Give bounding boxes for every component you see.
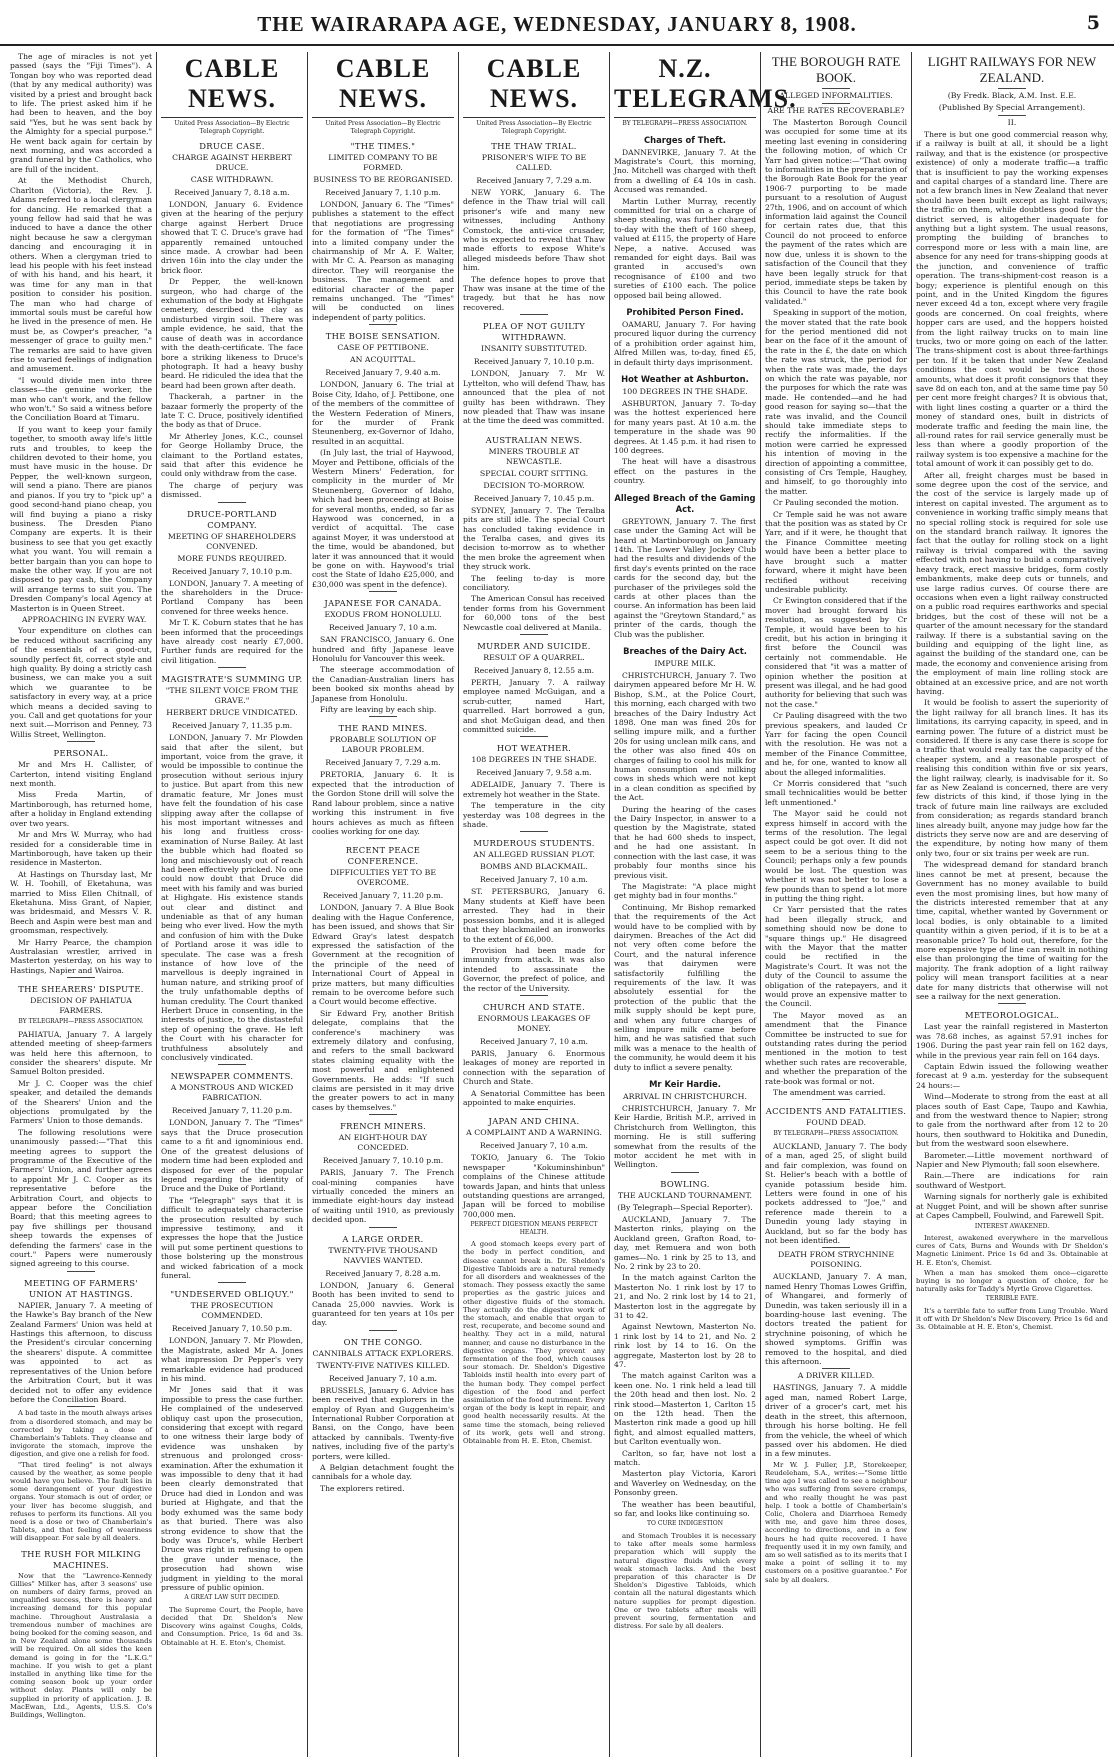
section-heading-congo: ON THE CONGO.	[343, 1336, 423, 1347]
paragraph: LONDON, January 6. The "Times" publishes a statement to the effect that negotiations are progressing for the formation of "The Times" into a limited company under the chairmanship of Mr A. F. Walter, with Mr C. A. Pearson as managing director. They will reorganise the business. The management and editorial character of the paper remains unchanged. The "Times" will be conducted on lines independent of party politics.	[312, 200, 454, 322]
paragraph: Fifty are leaving by each ship.	[320, 705, 437, 715]
credit-line: United Press Association—By Electric Telegraph Copyright.	[476, 120, 592, 135]
credit-line: BY TELEGRAPH—PRESS ASSOCIATION.	[622, 120, 748, 127]
section-heading-hot: HOT WEATHER.	[496, 743, 572, 754]
byline: (By Fredk. Black, A.M. Inst. E.E.	[947, 91, 1077, 100]
subheading: IMPURE MILK.	[654, 658, 716, 668]
subheading: DECISION OF PAHIATUA FARMERS.	[30, 996, 132, 1016]
subheading: MINERS TROUBLE AT NEWCASTLE.	[488, 446, 580, 466]
section-number: II.	[1007, 118, 1017, 127]
subheading: CHARGE AGAINST HERBERT DRUCE.	[172, 153, 292, 172]
paragraph: At Hastings on Thursday last, Mr W. H. Toohill, of Eketahuna, was married to Miss Ellen Chitnall, of Eketahuna. Miss Grant, of Napier, was bridesmaid, and Messrs V. R. Beech and Aspin were best man and groomsman, respectively.	[10, 869, 152, 936]
paragraph: Interest, awakened everywhere in the marvellous cures of Cats, Burns and Wounds with Dr Sheldon's Magnetic Liniment. Price 1s 6d and 3s. Obtainable at H. E. Eton's, Chemist.	[916, 1234, 1108, 1267]
paragraph: The American Consul has received tender forms from his Government for 60,000 tons of the best Newcastle coal delivered at Manila.	[463, 594, 605, 632]
received-line: Received January 8, 12.55 a.m.	[473, 666, 595, 675]
paragraph: CHRISTCHURCH, January 7. Two dairymen appeared before Mr H. W. Bishop, S.M., at the Police Court, this morning, each charged with two breaches of the Dairy Industry Act 1898. One man was fined 20s for selling impure milk, and a further 20s for using unclean milk cans, and the other was also fined 40s on charges of failing to cool his milk for human consumption and milking cows in sheds which were not kept in a clean condition as specified by the Act.	[614, 670, 756, 803]
divider	[369, 1330, 397, 1331]
paragraph: SAN FRANCISCO, January 6. One hundred and fifty Japanese leave Honolulu for Vancouver this week.	[312, 635, 454, 664]
section-heading-boise: THE BOISE SENSATION.	[325, 331, 441, 342]
section-heading-rand: THE RAND MINES.	[338, 723, 428, 734]
column-2	[161, 52, 303, 1757]
column-5	[614, 52, 797, 1757]
paragraph: The following resolutions were unanimously passed:—"That this meeting agrees to support the programme of the Executive of the Farmers' Union, and further agrees to appoint Mr J. C. Cooper as its representative before the Arbitration Court, and objects to appear before the Conciliation Board; that this meeting agrees to pay five shillings per thousand sheep towards the expenses of defending the farmers' case in the court." Papers were numerously signed agreeing to this course.	[10, 1127, 152, 1269]
section-heading-newspaper: NEWSPAPER COMMENTS.	[170, 1071, 294, 1082]
paragraph: PERTH, January 7. A railway employee named McGuigan, and a scrub-cutter, named Hart, quarrelled. Hart borrowed a gun, and shot McGuigan dead, and then committed suicide.	[463, 678, 605, 735]
paragraph: Warning signals for northerly gale is exhibited at Nugget Point, and will be shown after sunrise at Capes Campbell, Foulwind, and Farewell Spit.	[916, 1192, 1108, 1221]
received-line: Received January 7, 10 a.m.	[329, 1373, 437, 1383]
divider	[822, 103, 850, 104]
credit-line: United Press Association—By Electric Telegraph Copyright.	[174, 120, 290, 135]
column-rule	[458, 52, 459, 1757]
section-heading-shearers: THE SHEARERS' DISPUTE.	[18, 984, 144, 995]
paragraph: ST. PETERSBURG, January 6. Many students at Kieff have been arrested. They had in their possession bombs, and it is alleged that they blackmailed an ironworks to the extent of £6,000.	[463, 887, 605, 944]
column-rule	[609, 52, 610, 1757]
paragraph: After all, freight charges must be based in some degree upon the cost of the service, and the cost of the service is largely made up of interest on capital invested. The argument as to convenience in working traffic simply means that no special rolling stock is required for sole use on the standard branch railway. It ignores the fact that the outlay for rolling stock on a light railway is trivial compared with the saving effected with not having to build a comparatively heavy track, erect massive bridges, form costly embankments, make deep cuts or tunnels, and use large radius curves. Of course there are occasions when even a light railway constructed on a public road requires earthworks and special bridges, but the cost of these will not be a quarter of the amount necessary for the standard railway. If there is a substantial saving on the building and equipping of the light line, as against the building of the standard one, can be made, the economy and convenience arising from the employment of main line rolling stock are obtained at an excessive price, and are not worth having.	[916, 470, 1108, 696]
paragraph: PARIS, January 7. The French coal-mining companies have virtually conceded the miners an immediate eight-hours day instead of waiting until 1910, as previously decided upon.	[312, 1168, 454, 1225]
received-line: Received January 7, 8.28 a.m.	[325, 1268, 441, 1278]
divider	[822, 1099, 850, 1100]
paragraph: Miss Freda Martin, of Martinborough, has returned home, after a holiday in England extending over two years.	[10, 790, 152, 828]
paragraph: The explorers retired.	[320, 1483, 405, 1493]
received-line: Received January 7, 10.10 p.m.	[171, 566, 293, 576]
section-heading-dairy: Breaches of the Dairy Act.	[623, 645, 747, 656]
paragraph: A good stomach keeps every part of the body in perfect condition, and disease cannot break in. Dr. Sheldon's Digestive Tabloids are a natural remedy for all disorders and weaknesses of the stomach. They possess exactly the same properties as the gastric juices and other digestive fluids of the stomach. They actually do the digestive work of the stomach, and enable that organ to rest, recuperate, and become sound and healthy. They act in a mild, natural manner, and cause no disturbance in the digestive organs. They prevent any fermentation of the food, which causes sour stomach. Dr. Sheldon's Digestive Tabloids instil health into every part of the human body. They compel perfect digestion of the food and perfect assimilation of the food nutriment. Every organ of the body is kept in repair, and good health necessarily results. At the same time the stomach, being relieved of its work, gets well and strong. Obtainable from H. E. Eton, Chemist.	[463, 1240, 605, 1446]
paragraph: AUCKLAND, January 7. The Masterton rinks, playing on the Auckland green, Grafton Road, to-day, met Remuera and won both games—No. 1 rink by 25 to 13, and No. 2 rink by 23 to 20.	[614, 1214, 756, 1271]
paragraph: Cr Pauling disagreed with the two previous speakers, and lauded Cr Yarr for facing the open Council with the resolution. He was not a member of the Finance Committee, and he, for one, wanted to know all about the alleged informalities.	[765, 711, 907, 777]
paragraph: LONDON, January 7. A Blue Book dealing with the Hague Conference, has been issued, and shows that Sir Edward Gray's latest despatch expressed the satisfaction of the Government at the recognition of the principle of the need of International Court of Appeal in prize matters, but many difficulties remain to be overcome before such a Court would become effective.	[312, 903, 454, 1007]
column-rule	[911, 52, 912, 1757]
received-line: Received January 7, 10.50 p.m.	[171, 1324, 293, 1334]
section-heading-hardie: Mr Keir Hardie.	[649, 1079, 721, 1090]
divider	[218, 1282, 246, 1283]
subheading: CANNIBALS ATTACK EXPLORERS.	[312, 1348, 454, 1358]
paragraph: Mr W. J. Fuller, J.P., Storekeeper, Reudeleham, S.A., writes:—"Some little time ago I was called to see a neighbour who was suffering from severe cramps, and who really thought he was past help. I took a bottle of Chamberlain's Colic, Cholera and Diarrhoea Remedy with me, and gave him three doses, according to directions, and in a few hours he had quite recovered. I have frequently used it in my own family, and am so well satisfied as to its merits that I make a point of selling it to my customers on a positive guarantee." For sale by all dealers.	[765, 1460, 907, 1584]
subheading: EXODUS FROM HONOLULU.	[324, 610, 442, 620]
paragraph: During the hearing of the cases the Dairy Inspector, in answer to a question by the Magistrate, stated that he had 600 sheds to inspect, and he had one assistant. In connection with the last case, it was probably four months since his previous visit.	[614, 804, 756, 880]
column-1	[10, 52, 152, 1757]
paragraph: Cr Temple said he was not aware that the position was as stated by Cr Yarr, and if it were, he thought that the Finance Committee meeting would have been a better place to have brought such a matter forward, where it might have been rectified without receiving undesirable publicity.	[765, 509, 907, 594]
section-heading-personal: PERSONAL.	[53, 748, 109, 759]
paragraph: PARIS, January 6. Enormous leakages of money are reported in connection with the separation of Church and State.	[463, 1048, 605, 1087]
received-line: Received January 7, 11.20 p.m.	[171, 1106, 293, 1116]
subheading: DIFFICULTIES YET TO BE OVERCOME.	[329, 868, 437, 888]
section-heading-meteorological: METEOROLOGICAL.	[964, 1010, 1060, 1021]
paragraph: If you want to keep your family together, to smooth away life's little ruts and troubles, to keep the children devoted to their home, you must have music in the house. Dr Pepper, the well-known surgeon, will send a piano. There are pianos and pianos. If you try to "pick up" a good second-hand piano cheap, you will find buying a piano a risky business. The Dresden Piano Company are experts. It is their business to see that you get exactly what you want. You will remain a better bargain than you can hope to make the other way. If you are not disposed to pay cash, the Company will arrange terms to suit you. The Dresden Company's local Agency at Masterton is in Queen Street.	[10, 424, 152, 613]
paragraph: Provision had been made for immunity from attack. It was also intended to assassinate the Governor, the prefect of police, and the rector of the University.	[463, 945, 605, 993]
section-header-cable-news: CABLE NEWS.	[312, 54, 454, 118]
column-4	[463, 52, 605, 1757]
columns	[10, 52, 1108, 1757]
paragraph: Mr T. K. Coburn states that he has been informed that the proceedings have already cost nearly £7,000. Further funds are required for the civil litigation.	[161, 618, 303, 665]
paragraph: LONDON, January 7. Mr Plowden, the Magistrate, asked Mr A. Jones what impression Dr Pepper's very remarkable evidence had produced in his mind.	[161, 1336, 303, 1383]
divider	[67, 977, 95, 978]
subheading: A MONSTROUS AND WICKED FABRICATION.	[170, 1083, 294, 1103]
subheading: A DRIVER KILLED.	[797, 1371, 875, 1381]
section-heading-theft: Charges of Theft.	[644, 134, 726, 145]
section-heading-murder: MURDER AND SUICIDE.	[477, 641, 591, 651]
paragraph: LONDON, January 7. A meeting of the shareholders in the Druce-Portland Company has been convened for three weeks hence.	[161, 578, 303, 616]
paragraph: ASHBURTON, January 7. To-day was the hottest experienced here for many years past. At 10 a.m. the temperature in the shade was 90 degrees. At 1.45 p.m. it had risen to 100 degrees.	[614, 399, 756, 456]
paragraph: CHRISTCHURCH, January 7. Mr Keir Hardie, British M.P., arrived in Christchurch from Wellington, this morning. He is still suffering somewhat from the results of the motor accident he met with in Wellington.	[614, 1104, 756, 1170]
section-heading-students: MURDEROUS STUDENTS.	[473, 838, 595, 849]
divider	[520, 314, 548, 315]
column-3	[312, 52, 454, 1757]
received-line: Received January 7, 10.45 p.m.	[473, 493, 595, 503]
received-line: Received January 7, 11.35 p.m.	[171, 721, 293, 731]
paragraph: LONDON, January 7. Mr Plowden said that after the silent, but important, voice from the grave, it would be impossible to continue the prosecution without serious injury to justice. But apart from this new dramatic feature, Mr Jones must have felt the foundation of his case slipping away after the collapse of his most important witnesses and his long and fruitless cross-examination of Nurse Bailey. At last the bubble which had floated so long and mischievously out of reach had been effectively pricked. No one could now doubt that Druce did meet with his family and was buried at Highgate. His existence stands out clear and distinct and undeniable as that of any human being who ever lived. How the myth and confusion of him with the Duke of Portland arose it was idle to speculate. The case was a fresh instance of how love of the marvellous is deeply ingrained in human nature, and striking proof of the truly unfathomable depths of human credulity. The Court thanked Herbert Druce in consenting, in the interests of justice, to the distasteful step of opening the grave. He left the Court with his character for truthfulness absolutely and conclusively vindicated.	[161, 733, 303, 1063]
paragraph: The defence hopes to prove that Thaw was insane at the time of the tragedy, but that he has now recovered.	[463, 274, 605, 312]
paragraph: Martin Luther Murray, recently committed for trial on a charge of sheep stealing, was further charged to-day with the theft of 160 sheep, valued at £115, the property of Hare Nepe, a native. Accused was remanded for eight days. Bail was granted in accused's own recognisance of £100 and two sureties of £100 each. The police opposed bail being allowed.	[614, 196, 756, 300]
divider	[520, 1109, 548, 1110]
subheading: AN EIGHT-HOUR DAY CONCEDED.	[338, 1133, 428, 1153]
section-heading-australian: AUSTRALIAN NEWS.	[485, 434, 583, 445]
paragraph: The Mayor said he could not express himself in accord with the terms of the resolution. The legal aspect could be got over. It did not seem to be a serious thing to the Council; perhaps only a few pounds would be lost. The question was whether it was not better to lose a few pounds than to spend a lot more in putting the thing right.	[765, 809, 907, 903]
received-line: Received January 7, 10 a.m.	[329, 623, 437, 633]
section-heading-magistrate: MAGISTRATE'S SUMMING UP.	[161, 674, 303, 685]
paragraph: Rain.—There are indications for rain southward of Westport.	[916, 1171, 1108, 1190]
advert-heading: A GREAT LAW SUIT DECIDED.	[184, 1594, 280, 1602]
paragraph: The age of miracles is not yet passed (says the "Fiji Times"). A Tongan boy who was reported dead (that by any medical authority) was visited by a priest and brought back to life. The priest asked him if he had been to heaven, and the boy said "Yes, but he was sent back by the Almighty for a special purpose." He went back again for certain by next morning, and was accorded a grand funeral by the Catholics, who are full of the incident.	[10, 52, 152, 174]
section-heading-church: CHURCH AND STATE.	[482, 1001, 586, 1012]
subheading: RESULT OF A QUARREL.	[483, 653, 585, 662]
paragraph: Cr Pauling seconded the motion.	[773, 498, 899, 508]
subheading: "THE SILENT VOICE FROM THE GRAVE."	[165, 686, 299, 706]
paragraph: A Belgian detachment fought the cannibals for a whole day.	[312, 1462, 454, 1482]
divider	[520, 995, 548, 996]
credit-line: BY TELEGRAPH—PRESS ASSOCIATION.	[18, 1018, 144, 1026]
section-heading-portland: DRUCE-PORTLAND COMPANY.	[187, 508, 277, 530]
paragraph: and Stomach Troubles it is necessary to take after meals some harmless preparation which will supply the natural digestive fluids which every weak stomach lacks. And the best preparation of this character is Dr Sheldon's Digestive Tabloids, which contain all the natural digestants which nature supplies for prompt digestion. One or two tablets after meals will prevent souring, fermentation and distress. For sale by all dealers.	[614, 1531, 756, 1631]
divider	[520, 428, 548, 429]
column-6	[765, 52, 907, 1757]
paragraph: Mr Atherley Jones, K.C., counsel for George Hollamby Druce, the claimant to the Portland estates, said that after this evidence he could only withdraw from the case.	[161, 431, 303, 479]
masthead	[0, 0, 1114, 46]
subheading: CASE OF PETTIBONE.	[337, 343, 429, 353]
paragraph: Now that the "Lawrence-Kennedy Gillies" Milker has, after 3 seasons' use on numbers of dairy farms, proved an unqualified success, there is heavy and increasing demand for this popular machine. Throughout Australasia a tremendous number of machines are being booked for the coming season, and in New Zealand alone some thousands will be required. On all sides the keen demand is going in for the "L.K.G." machine. If you wish to get a plant installed in anything like time for the coming season book up your order without delay. Plants will only be supplied in priority of application. J. B. MacEwan, Ltd., Agents, U.S.S. Co's Buildings, Wellington.	[10, 1571, 152, 1720]
paragraph: Cr Yarr persisted that the rates had been illegally struck, and something should now be done to "square things up." He disagreed with the Mayor that the matter could be rectified in the Magistrate's Court. It was not the duty of the Council to assume the obligation of the ratepayers, and it would prove an expensive matter to the Council.	[765, 905, 907, 1009]
paragraph: The Supreme Court, the People, have decided that Dr. Sheldon's New Discovery wins against Coughs, Colds, and Consumption. Price, 1s 6d and 3s. Obtainable at H. E. Eton's, Chemist.	[161, 1605, 303, 1647]
section-heading-french: FRENCH MINERS.	[340, 1121, 426, 1132]
subheading: ALLEGED INFORMALITIES.	[779, 91, 893, 100]
paragraph: (In July last, the trial of Haywood, Moyer and Pettibone, officials of the Western Miners' Federation, for complicity in the murder of Mr Steunenberg, Governor of Idaho, which had been proceeding at Boise for several months, ended, so far as Haywood was concerned, in a verdict of acquittal. The case against Moyer, it was understood at the time, would be abandoned, but later it was announced that it would be gone on with. Haywood's trial cost the State of Idaho £25,000, and £30,000 was spent in the defence).	[312, 448, 454, 589]
paragraph: Cr Morris considered that "such small technicalities would be better left unmentioned."	[765, 779, 907, 807]
divider	[822, 88, 850, 89]
paragraph: The amendment was carried.	[773, 1088, 886, 1098]
paragraph: LONDON, January 6. General Booth has been invited to send to Canada 25,000 navvies. Work is guaranteed for ten years at 10s per day.	[312, 1280, 454, 1328]
subheading: 100 DEGREES IN THE SHADE.	[622, 387, 748, 397]
section-header-nz-telegrams: N.Z. TELEGRAMS.	[614, 54, 756, 118]
section-heading-japanese: JAPANESE FOR CANADA.	[324, 598, 442, 609]
subheading: MORE FUNDS REQUIRED.	[177, 553, 287, 563]
paragraph: When a man has smoked them once—cigarette buying is no longer a question of choice, for he naturally asks for Taddy's Myrtle Grove Cigarettes.	[916, 1268, 1108, 1294]
paragraph: ADELAIDE, January 7. There is extremely hot weather in the State.	[463, 780, 605, 799]
paragraph: NAPIER, January 7. A meeting of the Hawke's Bay branch of the New Zealand Farmers' Union was held at Hastings this afternoon, to discuss the President's circular concerning the shearers' dispute. A committee was appointed to act as representatives of the Union before the Arbitration Court, but it was decided not to offer any evidence before the Conciliation Board.	[10, 1300, 152, 1404]
received-line: Received January 7, 7.29 a.m.	[476, 176, 592, 185]
paragraph: The heat will have a disastrous effect on the pastures in the country.	[614, 457, 756, 486]
section-heading-fined: Prohibited Person Fined.	[626, 307, 744, 317]
divider	[218, 667, 246, 668]
subheading: HERBERT DRUCE VINDICATED.	[166, 708, 298, 718]
section-heading-plea: PLEA OF NOT GUILTY WITHDRAWN.	[482, 321, 586, 343]
paragraph: The match against Carlton was a keen one. No. 1 rink held a lead till the 20th head and then lost. No. 2 rink stood—Masterton 1, Carlton 15 on the 12th head. Then the Masterton rink made a good up hill fight, and almost equalled matters, but Carlton eventually won.	[614, 1371, 756, 1447]
divider	[67, 1406, 95, 1407]
received-line: Received January 7, 9.58 a.m.	[476, 768, 592, 778]
divider	[369, 838, 397, 839]
subheading: SPECIAL COURT SITTING.	[479, 468, 589, 478]
paragraph: Mr and Mrs W. Murray, who had resided for a considerable time in Martinborough, have taken up their residence in Masterton.	[10, 830, 152, 868]
paragraph: The steerage accommodation of the Canadian-Australian liners has been booked six months ahead by Japanese from Honolulu.	[312, 665, 454, 703]
paragraph: Mr and Mrs H. Callister, of Carterton, intend visiting England next month.	[10, 760, 152, 789]
paragraph: In the match against Carlton the Masterton No. 1 rink lost by 17 to 21, and No. 2 rink lost by 14 to 21, Masterton lost in the aggregate by 31 to 42.	[614, 1273, 756, 1320]
paragraph: The feeling to-day is more conciliatory.	[463, 573, 605, 592]
divider	[218, 502, 246, 503]
divider	[520, 831, 548, 832]
subheading: BUSINESS TO BE REORGANISED.	[313, 175, 453, 184]
advert-heading: INTEREST AWAKENED.	[974, 1222, 1050, 1230]
subheading: THE AUCKLAND TOURNAMENT.	[617, 1190, 753, 1200]
advert-heading: PERFECT DIGESTION MEANS PERFECT HEALTH.	[470, 1221, 598, 1236]
paragraph: PAHIATUA, January 7. A largely attended meeting of sheep-farmers was held here this afternoon, to consider the shearers' dispute. Mr Samuel Bolton presided.	[10, 1029, 152, 1077]
paragraph: AUCKLAND, January 7. A man, named Henry Thomas Lowes Griffin, of Whangarei, and formerly of Dunedin, was taken seriously ill in a boarding-house last evening. The doctors treated the patient for strychnine poisoning, of which he showed symptoms. Griffin was removed to the hospital, and died this afternoon.	[765, 1272, 907, 1367]
paragraph: Wind—Moderate to strong from the east at all places south of East Cape, Taupo and Kawhia, and from the westward thence to Napier; strong to gale from the northward after from 12 to 20 hours, then southward to Hokitika and Dunedin, but from the westward soon elsewhere.	[916, 1092, 1108, 1149]
paragraph: At the Methodist Church, Charlton (Victoria), the Rev. J. Adams referred to a local clergyman for dancing. He remarked that a young fellow had said that he was induced to have a dance the other night because he saw a clergyman dancing and encouraging it in others. When a clergyman tried to lead his people with his feet instead of with his hand, and his heart, it was time for any man in that position to consider his position. The man who had charge of immortal souls must be careful how he lived in the presence of men. He must be, as Cowper's preacher, "a messenger of grace to guilty men." The remarks are said to have given rise to varied feelings of indignation and amusement.	[10, 176, 152, 374]
received-line: Received January 7, 10.10 p.m.	[473, 357, 595, 367]
paragraph: PRETORIA, January 6. It is expected that the introduction of the Gordon Stone drill will solve the Rand labour problem, since a native working this instrument in five hours achieves as much as fifteen coolies working for one day.	[312, 770, 454, 836]
paragraph: OAMARU, January 7. For having procured liquor during the currency of a prohibition order against him, Alfred Millen was, to-day, fined £5, in default thirty days imprisonment.	[614, 320, 756, 367]
paragraph: Captain Edwin issued the following weather forecast at 9 a.m. yesterday for the subsequent 24 hours:—	[916, 1062, 1108, 1090]
paragraph: Mr Harry Pearce, the champion Australasian wrestler, arrived in Masterton yesterday, on his way to Hastings, Napier and Wairoa.	[10, 937, 152, 975]
section-heading-gaming: Alleged Breach of the Gaming Act.	[614, 492, 756, 514]
received-line: Received January 7, 1.10 p.m.	[325, 188, 441, 197]
paragraph: Barometer.—Little movement northward of Napier and New Plymouth; fall soon elsewhere.	[916, 1150, 1108, 1170]
subheading: TWENTY-FIVE NATIVES KILLED.	[316, 1360, 450, 1370]
divider	[822, 1368, 850, 1369]
section-heading-druce: DRUCE CASE.	[199, 141, 265, 151]
paragraph: Last year the rainfall registered in Masterton was 78.68 inches, as against 57.91 inches for 1906. During the past year rain fell on 162 days, while in the previous year rain fell on 164 days.	[916, 1022, 1108, 1060]
paragraph: The Masterton Borough Council was occupied for some time at its meeting last evening in considering the following motion, of which Cr Yarr had given notice:—"That owing to informalities in the preparation of the Borough Rate Book for the year 1906-7 purporting to be made pursuant to a resolution of August 27th, 1906, and on account of which information laid against the Council for certain rates due, that this Council do not proceed to enforce the payment of the rates which are now due, unless it is shown to the satisfaction of the Council that they have been legally struck for that period, immediate steps be taken by this Council to have the rate book validated."	[765, 118, 907, 306]
paragraph: The temperature in the city yesterday was 108 degrees in the shade.	[463, 801, 605, 830]
section-heading-undeserved: "UNDESERVED OBLIQUY."	[170, 1289, 294, 1300]
divider	[671, 1172, 699, 1173]
column-7	[916, 52, 1108, 1757]
subheading: ARRIVAL IN CHRISTCHURCH.	[623, 1092, 747, 1102]
advert-heading: TO CURE INDIGESTION	[647, 1520, 723, 1528]
section-heading-peace: RECENT PEACE CONFERENCE.	[345, 845, 421, 867]
divider	[520, 736, 548, 737]
divider	[998, 88, 1026, 89]
paragraph: The charge of perjury was dismissed.	[161, 480, 303, 500]
paragraph: Against Newtown, Masterton No. 1 rink lost by 14 to 21, and No. 2 rink lost by 14 to 16. On the aggregate, Masterton lost by 28 to 47.	[614, 1322, 756, 1369]
paragraph: "That tired feeling" is not always caused by the weather, as some people would have you believe. The fault lies in some derangement of your digestive organs. Your stomach is out of order, or your liver has become sluggish, and refuses to perform its functions. All you need is a dose or two of Chamberlain's Tablets, and that feeling of weariness will disappear. For sale by all dealers.	[10, 1460, 152, 1543]
paragraph: The "Telegraph" says that it is difficult to adequately characterise the prosecution resulted by such impressive testimony, and it expresses the hope that the Justice will put some pertinent questions to those bolstering up the monstrous and wicked fabrication of a mock funeral.	[161, 1195, 303, 1280]
divider	[67, 741, 95, 742]
section-header-borough-rate-book: THE BOROUGH RATE BOOK.	[771, 54, 901, 85]
subheading: THE PROSECUTION COMMENDED.	[190, 1301, 274, 1321]
subheading: (By Telegraph—Special Reporter).	[617, 1202, 753, 1212]
section-heading-farmers: MEETING OF FARMERS' UNION AT HASTINGS.	[24, 1277, 138, 1299]
subheading: INSANITY SUBSTITUTED.	[481, 344, 587, 354]
byline: (Published By Special Arrangement).	[938, 103, 1086, 112]
paragraph: SYDNEY, January 7. The Teralba pits are still idle. The special Court has concluded taking evidence in the Teralba cases, and gives its decision to-morrow as to whether the men broke the agreement when they struck work.	[463, 505, 605, 572]
subheading: 108 DEGREES IN THE SHADE.	[471, 755, 597, 765]
paragraph: LONDON, January 7. Mr W. Lyttelton, who will defend Thaw, has announced that the plea of not guilty has been withdrawn. They now pleaded that Thaw was insane at the time the deed was committed.	[463, 369, 605, 426]
divider	[369, 1227, 397, 1228]
paragraph: The Magistrate: "A place might get mighty bad in four months."	[614, 881, 756, 901]
divider	[822, 1247, 850, 1248]
section-header-cable-news: CABLE NEWS.	[161, 54, 303, 118]
paragraph: HASTINGS, January 7. A middle aged man, named Robert Large, driver of a grocer's cart, met his death in the street, this afternoon, through his horse bolting. He fell from the vehicle, the wheel of which passed over his abdomen. He died in a few minutes.	[765, 1383, 907, 1459]
paragraph: There is but one good commercial reason why, if a railway is built at all, it should be a light railway, and that is the existence (or prospective existence) of only a moderate traffic—a traffic that is insufficient to pay the working expenses and capital charges of a standard line. There are not a few branch lines in New Zealand that never should have been built except as light railways; the traffic on them, while doubtless good for the district served, is altogether inadequate for anything but a light system. The usual reasons, prompting the building of branches to correspond more or less with a main line, are absence for any need for trans-shipping goods at the junction, and convenience of traffic operation. The trans-shipment-cost reason is a bogy; experience is plentiful enough on this point, and in the United Kingdom the figures never exceed 4d a ton, except where very fragile goods are concerned. On coal freights, where hopper cars are used, and the hoppers hoisted from the light railway trucks on to main line trucks, two or more going on each of the latter. The trans-shipment cost is about three-farthings per ton. If it be taken that under New Zealand conditions the cost would be twice those amounts, what does it profit consignors that they save 8d on each ton, and at the same time pay 50 per cent more freight charges? It is obvious that, with light lines costing a quarter or a third the money of standard ones, built in districts of moderate traffic and feeding the main line, the all-round rates for rail service generally must be less than where a goodly proportion of the railway system is too expensive a machine for the total amount of work it can possibly get to do.	[916, 130, 1108, 469]
section-header-light-railways: LIGHT RAILWAYS FOR NEW ZEALAND.	[927, 54, 1097, 85]
credit-line: United Press Association—By Electric Telegraph Copyright.	[325, 120, 441, 135]
received-line: Received January 7, 10 a.m.	[480, 1141, 588, 1151]
subheading: TWENTY-FIVE THOUSAND NAVVIES WANTED.	[328, 1245, 438, 1265]
subheading: BOMBS AND BLACKMAIL.	[480, 862, 588, 872]
subheading: AN ACQUITTAL.	[350, 355, 416, 365]
paragraph: "I would divide men into three classes—the genuine worker, the man who can't work, and the fellow who won't." So said a witness before the Conciliation Board at Timaru.	[10, 375, 152, 423]
paragraph: A bad taste in the mouth always arises from a disordered stomach, and may be corrected by taking a dose of Chamberlain's Tablets. They cleanse and invigorate the stomach, improve the digestion, and give one a relish for food.	[10, 1409, 152, 1459]
divider	[369, 1114, 397, 1115]
subheading: PROBABLE SOLUTION OF LABOUR PROBLEM.	[329, 735, 437, 755]
paragraph: The Mayor moved as an amendment that the Finance Committee be instructed to sue for outstanding rates during the period mentioned in the motion to test whether such rates are recoverable, and whether the preparation of the rate-book was formal or not.	[765, 1010, 907, 1086]
section-heading-order: A LARGE ORDER.	[342, 1233, 424, 1244]
paragraph: Your expenditure on clothes can be reduced without sacrificing any of the essentials of a good-cut, soundly perfect fit, correct style and high quality. By doing a strictly cash business, we can make you a suit which we guarantee to be satisfactory in every way, at a price which means a decided saving to you. Call and get quotations for your next suit.—Morrison and Penney, 73 Willis Street, Wellington.	[10, 626, 152, 739]
paragraph: A Senatorial Committee has been appointed to make enquiries.	[463, 1088, 605, 1107]
paragraph: Dr Pepper, the well-known surgeon, who had charge of the exhumation of the body at Highgate cemetery, described the clay as undisturbed virgin soil. There was ample evidence, he said, that the cause of death was in accordance with the death-certificate. The face bore a striking likeness to Druce's photograph. It had a heavy bushy beard. He ridiculed the idea that the beard had been grown after death.	[161, 277, 303, 390]
paragraph: Thackerah, a partner in the bazaar formerly the property of the late T. C. Druce, positively identified the body as that of Druce.	[161, 392, 303, 430]
subheading: ARE THE RATES RECOVERABLE?	[767, 106, 905, 115]
subheading: DEATH FROM STRYCHNINE POISONING.	[777, 1250, 895, 1270]
paragraph: LONDON, January 6. Evidence given at the hearing of the perjury charge against Herbert Druce showed that T. C. Druce's grave had apparently remained untouched since made. A crowbar had been driven 16in into the clay under the brick floor.	[161, 200, 303, 275]
paragraph: Cr Ewington considered that if the mover had brought forward his resolution, as suggested by Cr Temple, it would have been to his credit, but his action in bringing it first before the Council was certainly not commendable. He considered that "it was a matter of opinion whether the position at present was illegal, and he had good authority for believing that such was not the case."	[765, 596, 907, 709]
advert-heading: TERRIBLE FATE.	[985, 1295, 1039, 1303]
paragraph: NEW YORK, January 6. The defence in the Thaw trial will call prisoner's wife and many new witnesses, including Anthony Comstock, the anti-vice crusader, who is expected to reveal that Thaw made efforts to expose White's alleged misdeeds before Thaw shot him.	[463, 188, 605, 273]
divider	[67, 1271, 95, 1272]
paragraph: LONDON, January 7. The "Times" says that the Druce prosecution came to a fit and ignominious end. One of the greatest delusions of modern time had been exploded and disposed for ever of the popular legend regarding the identity of Druce and the Duke of Portland.	[161, 1118, 303, 1194]
paragraph: BRUSSELS, January 6. Advice has been received that explorers in the employ of Ryan and Guggenheim's International Rubber Corporation at Bansi, on the Congo, have been attacked by cannibals. Twenty-five natives, including five of the party's porters, were killed.	[312, 1385, 454, 1461]
received-line: Received January 7, 9.40 a.m.	[325, 368, 441, 378]
subheading: ENORMOUS LEAKAGES OF MONEY.	[477, 1013, 591, 1033]
divider	[218, 1064, 246, 1065]
paragraph: Carlton, so far, have not lost a match.	[614, 1448, 756, 1468]
subheading: MEETING OF SHAREHOLDERS CONVENED.	[167, 531, 297, 551]
paragraph: TOKIO, January 6. The Tokio newspaper "Kokuminshinbun" complains of the Chinese attitude towards Japan, and hints that unless outstanding questions are arranged, Japan will be forced to mobilise 700,000 men.	[463, 1153, 605, 1219]
credit-line: BY TELEGRAPH—PRESS ASSOCIATION.	[773, 1130, 899, 1138]
paragraph: GREYTOWN, January 7. The first case under the Gaming Act will be heard at Martinborough on January 14th. The Lower Valley Jockey Club had the results and dividends of the first day's events printed on the race cards for the second day, but the purchaser of the privileges sold the cards at other places than the course. An information has been laid against the "Greytown Standard," as printer of the cards, though the Club was the publisher.	[614, 516, 756, 639]
section-heading-thaw: THE THAW TRIAL.	[491, 141, 577, 151]
section-heading-japan: JAPAN AND CHINA.	[488, 1116, 580, 1127]
column-rule	[307, 52, 308, 1757]
divider	[369, 591, 397, 592]
advert-heading: APPROACHING IN EVERY WAY.	[22, 614, 147, 624]
paragraph: Masterton play Victoria, Karori and Waverley on Wednesday, on the Ponsonby green.	[614, 1469, 756, 1498]
paragraph: Speaking in support of the motion, the mover stated that the rate book for the period mentioned did not bear on the face of it the amount of the rate in the £, the date on which the rate was struck, the period for when the rate was made, the days on which the rate was payable, nor the purposes for which the rate was made. He contended—and he had good reason for saying so—that the rate was invalid, and the Council should take immediate steps to rectify the informalities. If the motion were carried he expressed his intention of moving in the direction of appointing a committee, consisting of Crs Temple, Haughey, and himself, to go thoroughly into the matter.	[765, 308, 907, 496]
section-heading-times: "THE TIMES."	[350, 141, 416, 151]
divider	[998, 1003, 1026, 1004]
subheading: AN ALLEGED RUSSIAN PLOT.	[473, 850, 595, 860]
paragraph: AUCKLAND, January 7. The body of a man, aged 25, of slight build and fair complexion, was found on St. Helier's beach with a bottle of cyanide potassium beside him. Letters were found in one of his pockets addressed to "Joe," and reference made therein to a Dunedin young lady staying in Auckland, but so far the body has not been identified.	[765, 1141, 907, 1245]
section-heading-ashburton: Hot Weather at Ashburton.	[621, 374, 749, 385]
section-heading-rush: THE RUSH FOR MILKING MACHINES.	[21, 1548, 141, 1570]
received-line: Received January 7, 7.29 a.m.	[325, 758, 441, 768]
paragraph: Mr Jones said that it was impossible to press the case further. He complained of the undeserved obliquy cast upon the prosecution, considering that except with regard to one witness their large body of evidence was unshaken by strenuous and prolonged cross-examination. After the exhumation it was impossible to deny that it had been clearly demonstrated that Druce had died in London and was buried at Highgate, and that the body exhumed was the same body as that buried. There was also strong evidence to show that the body was Druce's, while Herbert Druce was right in refusing to open the grave under menace, the prosecution had shown wise judgment in yielding to the moral pressure of public opinion.	[161, 1385, 303, 1592]
section-heading-bowling: BOWLING.	[660, 1178, 710, 1189]
subheading: FOUND DEAD.	[806, 1118, 866, 1128]
divider	[369, 716, 397, 717]
subheading: PRISONER'S WIFE TO BE CALLED.	[481, 153, 587, 172]
received-line: Received January 7, 8.18 a.m.	[174, 188, 290, 197]
column-rule	[156, 52, 157, 1757]
divider	[369, 324, 397, 325]
paragraph: The weather has been beautiful, so far, and looks like continuing so.	[614, 1499, 756, 1519]
section-heading-accidents: ACCIDENTS AND FATALITIES.	[765, 1106, 907, 1117]
received-line: Received January 7, 11.20 p.m.	[322, 891, 444, 901]
paragraph: Mr J. C. Cooper was the chief speaker, and detailed the demands of the Shearers' Union and the objections promulgated by the Farmers' Union to those demands.	[10, 1078, 152, 1126]
subheading: CASE WITHDRAWN.	[190, 175, 274, 184]
divider	[520, 634, 548, 635]
page-number: 5	[1086, 12, 1100, 34]
subheading: LIMITED COMPANY TO BE FORMED.	[328, 153, 438, 172]
received-line: Received January 7, 10 a.m.	[480, 875, 588, 885]
divider	[998, 115, 1026, 116]
paragraph: DANNEVIRKE, January 7. At the Magistrate's Court, this morning, Jno. Mitchell was charged with theft from a dwelling of £4 10s in cash. Accused was remanded.	[614, 147, 756, 195]
received-line: Received January 7, 10.10 p.m.	[322, 1156, 444, 1166]
section-header-cable-news: CABLE NEWS.	[463, 54, 605, 118]
subheading: A COMPLAINT AND A WARNING.	[466, 1128, 602, 1138]
newspaper-title: THE WAIRARAPA AGE, WEDNESDAY, JANUARY 8, 1908.	[257, 12, 857, 36]
received-line: Received January 7, 10 a.m.	[480, 1036, 588, 1046]
paragraph: It would be foolish to assert the superiority of the light railway for all branch lines. It has its limitations, its carrying capacity, in speed, and in earning power. The future of a district must be considered. If there is any case there is scope for a traffic that would really tax the capacity of the cheaper system, and a reasonable prospect of realising this condition within five or six years, the light railway, clearly, is inadvisable for it. So far as New Zealand is concerned, there are very few districts of this kind, if those lying in the track of future main line railways are excluded from consideration; as regards standard branch lines already built, anyone may judge how far the districts they serve now are and are deserving of the expenditure, by noting how many of them only two, four or six trains per week are run.	[916, 698, 1108, 858]
paragraph: LONDON, January 6. The trial at Boise City, Idaho, of J. Pettibone, one of the members of the committee of the Western Federation of Miners, for the murder of Frank Steunenberg, ex-Governor of Idaho, resulted in an acquittal.	[312, 380, 454, 446]
paragraph: It's a terrible fate to suffer from Lung Trouble. Ward it off with Dr Sheldon's New Discovery. Price 1s 6d and 3s. Obtainable at H. E. Eton's, Chemist.	[916, 1306, 1108, 1332]
paragraph: Continuing, Mr Bishop remarked that the requirements of the Act would have to be complied with by dairymen. Breaches of the Act did not very often come before the Court, and the natural inference was that dairymen were satisfactorily fulfilling the requirements of the law. It was absolutely essential for the protection of the public that the milk supply should be kept pure, and when any future charges of selling impure milk came before him, and he was satisfied that such milk was a menace to the health of the community, he would deem it his duty to inflict a severe penalty.	[614, 902, 756, 1072]
paragraph: The widespread demand for standard branch lines cannot be met at present, because the Government has no money available to build even the most promising lines, but how many of the districts interested remember that at any time, capital, whether wanted by Government or local bodies, is only obtainable to a limited quantity within a given period, if it is to be at a reasonable price? To hold out, therefore, for the more expensive type of line can result in nothing else than prolonging the time of waiting for the majority. The frank adoption of a light railway policy will mean transport facilities at a near date for many districts that otherwise will not see a railway for the next generation.	[916, 860, 1108, 1001]
column-rule	[760, 52, 761, 1757]
subheading: DECISION TO-MORROW.	[483, 480, 585, 490]
paragraph: Sir Edward Fry, another British delegate, complains that the conference's machinery was extremely dilatory and confusing, and refers to the small backward states claiming equality with the most powerful and enlightened Governments. He adds: "If such claims are persisted in it may drive the greater powers to act in many cases by themselves."	[312, 1008, 454, 1112]
